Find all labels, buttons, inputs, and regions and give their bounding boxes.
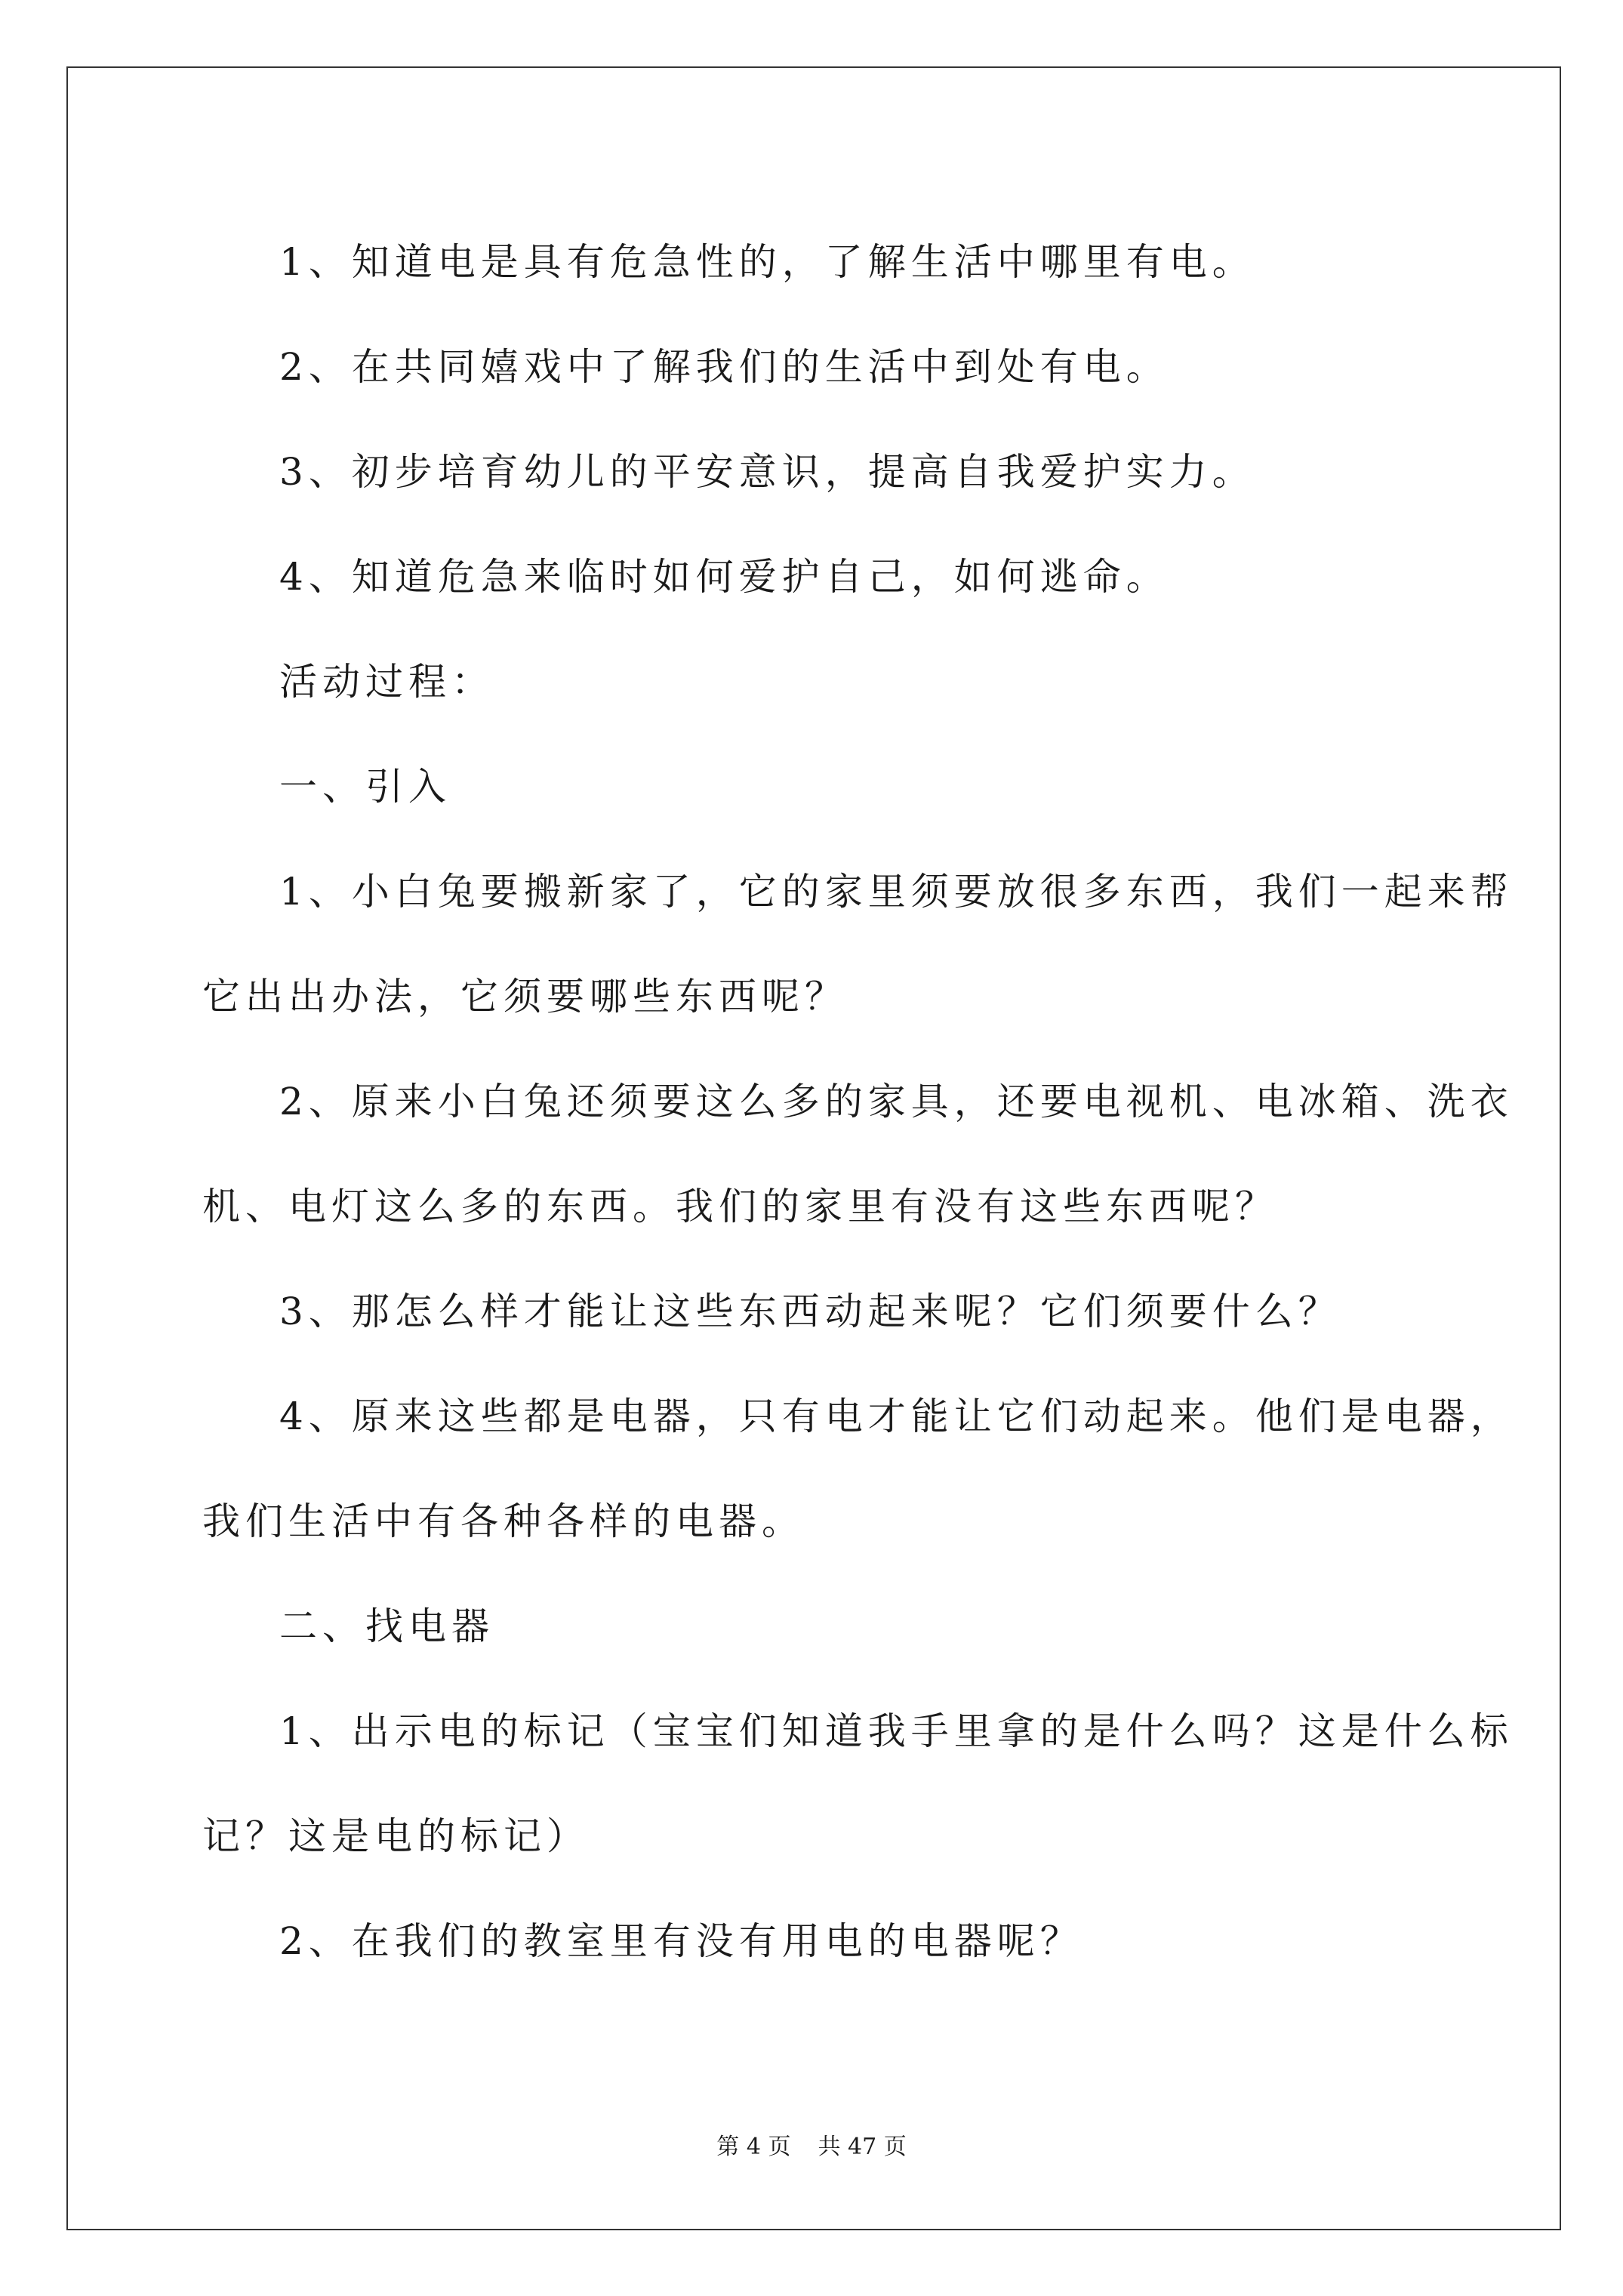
paragraph-goal-3: 3、初步培育幼儿的平安意识，提高自我爱护实力。 <box>279 450 1255 494</box>
heading-activity-process: 活动过程： <box>279 660 494 704</box>
paragraph-intro-3: 3、那怎么样才能让这些东西动起来呢？它们须要什么？ <box>279 1290 1341 1333</box>
document-body <box>202 210 1514 1994</box>
paragraph-goal-4: 4、知道危急来临时如何爱护自己，如何逃命。 <box>279 555 1169 599</box>
page-total: 共 47 页 <box>818 2134 907 2160</box>
heading-section-find-appliances: 二、找电器 <box>279 1604 494 1648</box>
paragraph-intro-1: 1、小白兔要搬新家了，它的家里须要放很多东西，我们一起来帮 <box>279 870 1514 914</box>
paragraph-find-1: 1、出示电的标记（宝宝们知道我手里拿的是什么吗？这是什么标 <box>279 1709 1514 1753</box>
paragraph-goal-2: 2、在共同嬉戏中了解我们的生活中到处有电。 <box>279 345 1169 389</box>
paragraph-find-1-continued: 记？这是电的标记） <box>202 1814 590 1858</box>
heading-section-introduction: 一、引入 <box>279 765 451 809</box>
page-footer <box>0 2128 1623 2161</box>
page-number: 第 4 页 <box>716 2134 791 2160</box>
paragraph-intro-1-continued: 它出出办法，它须要哪些东西呢？ <box>202 975 848 1019</box>
paragraph-intro-2-continued: 机、电灯这么多的东西。我们的家里有没有这些东西呢？ <box>202 1185 1278 1228</box>
paragraph-intro-4-continued: 我们生活中有各种各样的电器。 <box>202 1499 805 1543</box>
paragraph-intro-4: 4、原来这些都是电器，只有电才能让它们动起来。他们是电器， <box>279 1395 1514 1438</box>
paragraph-goal-1: 1、知道电是具有危急性的，了解生活中哪里有电。 <box>279 240 1255 284</box>
paragraph-intro-2: 2、原来小白兔还须要这么多的家具，还要电视机、电冰箱、洗衣 <box>279 1080 1514 1123</box>
paragraph-find-2: 2、在我们的教室里有没有用电的电器呢？ <box>279 1919 1083 1963</box>
